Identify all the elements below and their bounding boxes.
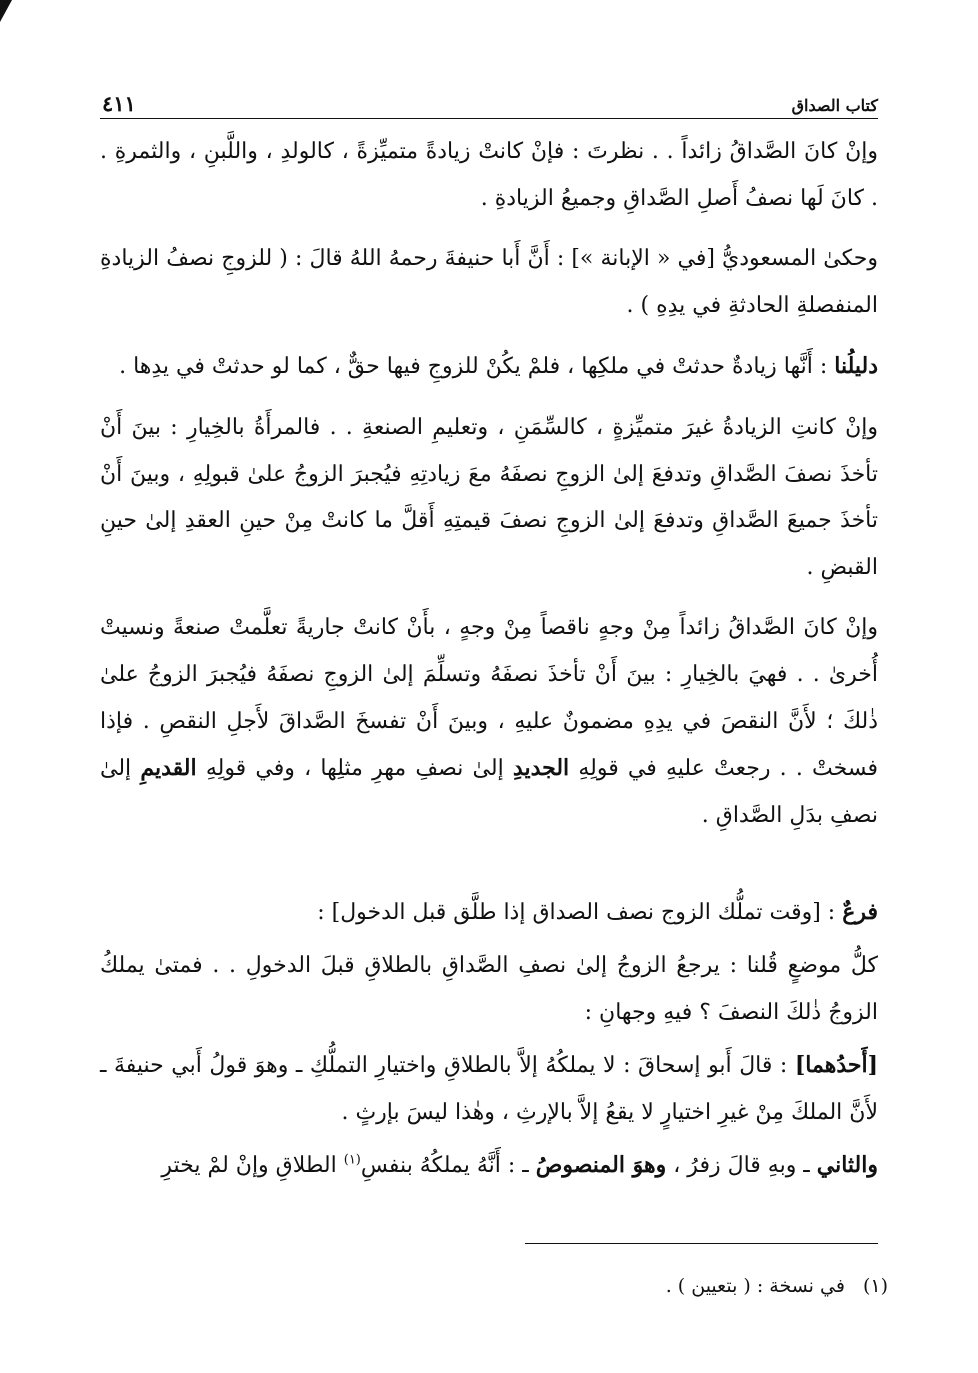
paragraph-text: إلىٰ نصفِ بدَلِ الصَّداقِ . <box>100 756 878 828</box>
paragraph <box>100 1042 878 1136</box>
paragraph-lead: [أَحدُهما] <box>794 1052 878 1079</box>
paragraph <box>100 943 878 1036</box>
page-number: ٤١١ <box>102 91 136 116</box>
bold-term: الجديدِ <box>512 755 570 782</box>
paragraph-lead: والثاني <box>816 1152 878 1179</box>
paragraph <box>100 405 878 591</box>
paragraph-text: : قالَ أَبو إسحاقَ : لا يملكُهُ إلاَّ بالطلاقِ واختيارِ التملُّكِ ـ وهوَ قولُ أَبي حنيفةَ ـ لأَنَّ الملكَ مِنْ غيرِ اختيارٍ لا يقعُ إلاَّ بالإرثِ ، وهٰذا ليسَ بإرثٍ . <box>100 1053 878 1125</box>
footnote-reference[interactable]: (١) <box>343 1152 361 1168</box>
section-title: : [وقت تملُّك الزوج نصف الصداق إذا طلَّق قبل الدخول] : <box>317 900 843 926</box>
book-page <box>100 84 878 1190</box>
footnote-number: (١) <box>862 1275 888 1297</box>
paragraph-lead: دليلُنا <box>834 353 878 380</box>
page-body <box>100 129 878 1190</box>
paragraph <box>100 343 878 391</box>
paragraph-text: الطلاقِ وإنْ لمْ يخترِ <box>161 1153 344 1179</box>
running-title: كتاب الصداق <box>791 96 878 115</box>
paragraph-text: : أَنَّها زيادةٌ حدثتْ في ملكِها ، فلمْ يكُنْ للزوجِ فيها حقٌّ ، كما لو حدثتْ في يدِها . <box>119 354 835 380</box>
paragraph-text: وحكىٰ المسعوديُّ [في « الإبانة »] : أَنَّ أَبا حنيفةَ رحمهُ اللهُ قالَ : ( للزوجِ نصفُ الزيادةِ المنفصلةِ الحادثةِ في يدِهِ ) . <box>100 246 878 318</box>
footnote-text: في نسخة : ( بتعيين ) . <box>665 1275 845 1297</box>
paragraph <box>100 236 878 329</box>
paragraph <box>100 605 878 839</box>
section-heading <box>100 889 878 937</box>
footnote <box>500 1270 888 1302</box>
paragraph-text: وإنْ كانَ الصَّداقُ زائداً . . نظرتَ : فإنْ كانتْ زيادةً متميِّزةً ، كالولدِ ، واللَّبنِ ، والثمرةِ . . كانَ لَها نصفُ أَصلِ الصَّداقِ وجميعُ الزيادةِ . <box>100 139 878 211</box>
paragraph-text: ـ : أَنَّهُ يملكُهُ بنفسِ <box>360 1153 536 1179</box>
paragraph-text: وإنْ كانَ الصَّداقُ زائداً مِنْ وجهٍ ناقصاً مِنْ وجهٍ ، بأَنْ كانتْ جاريةً تعلَّمتْ صنعةً ونسيتْ أُخرىٰ . . فهيَ بالخِيارِ : بينَ أَنْ تأخذَ نصفَهُ وتسلِّمَ إلىٰ الزوجِ نصفَهُ فيُجبرَ الزوجُ علىٰ ذٰلكَ ؛ لأَنَّ النقصَ في يدِهِ مضمونٌ عليهِ ، وبينَ أَنْ تفسخَ الصَّداقَ لأَجلِ النقصِ . فإذا فسختْ . . رجعتْ عليهِ في قولِهِ <box>100 615 878 782</box>
page-corner-mark <box>0 0 12 22</box>
paragraph-text: ـ وبهِ قالَ زفرُ ، <box>666 1153 817 1179</box>
paragraph <box>100 1142 878 1190</box>
footnote-divider <box>525 1243 878 1244</box>
bold-term: وهوَ المنصوصُ <box>535 1152 667 1179</box>
paragraph-text: كلُّ موضعٍ قُلنا : يرجعُ الزوجُ إلىٰ نصفِ الصَّداقِ بالطلاقِ قبلَ الدخولِ . . فمتىٰ يملكُ الزوجُ ذٰلكَ النصفَ ؟ فيهِ وجهانِ : <box>100 952 878 1025</box>
bold-term: القديمِ <box>140 755 197 782</box>
section-label: فرعٌ <box>842 899 878 926</box>
paragraph-text: إلىٰ نصفِ مهرِ مثلِها ، وفي قولِهِ <box>196 756 513 782</box>
page-header <box>100 84 878 119</box>
paragraph-text: وإنْ كانتِ الزيادةُ غيرَ متميِّزةٍ ، كالسِّمَنِ ، وتعليمِ الصنعةِ . . فالمرأَةُ بالخِيارِ : بينَ أَنْ تأخذَ نصفَ الصَّداقِ وتدفعَ إلىٰ الزوجِ نصفَهُ معَ زيادتِهِ فيُجبرَ الزوجُ علىٰ قبولِهِ ، وبينَ أَنْ تأخذَ جميعَ الصَّداقِ وتدفعَ إلىٰ الزوجِ نصفَ قيمتِهِ أَقلَّ ما كانتْ مِنْ حينِ العقدِ إلىٰ حينِ القبضِ . <box>100 414 878 580</box>
paragraph <box>100 129 878 222</box>
